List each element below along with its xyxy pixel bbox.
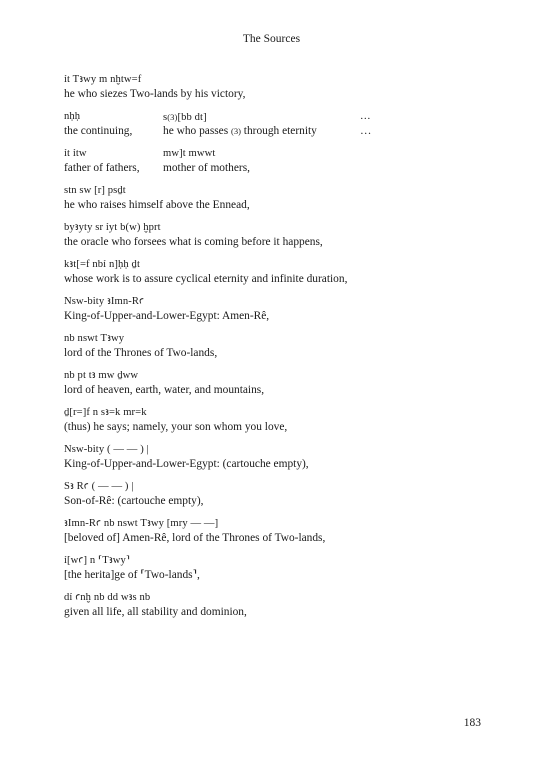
- translation-line: King-of-Upper-and-Lower-Egypt: Amen-Rê,: [64, 310, 270, 322]
- translation-col: father of fathers,: [64, 162, 140, 174]
- transliteration-line: byꜣyty sr ỉyt b(w) ḫprt: [64, 222, 161, 233]
- entry: [64, 258, 384, 286]
- translation-col: he who passes (3) through eternity: [163, 125, 317, 137]
- entry: [64, 295, 384, 323]
- line-marker: (3): [231, 126, 241, 136]
- transliteration-line: ỉ[wꜥ] n ⸢Tꜣwy⸣: [64, 555, 131, 566]
- transliteration-line: Sꜣ Rꜥ ( — — ) |: [64, 481, 134, 492]
- transliteration-line: stn sw [r] psḏt: [64, 185, 126, 196]
- translation-line: given all life, all stability and dominion,: [64, 606, 247, 618]
- entry: [64, 406, 384, 434]
- translation-col: mother of mothers,: [163, 162, 250, 174]
- entry: [64, 110, 384, 138]
- entry: [64, 591, 384, 619]
- entry: [64, 147, 384, 175]
- translation-line: King-of-Upper-and-Lower-Egypt: (cartouche empty),: [64, 458, 309, 470]
- transliteration-col: s(3)[bb dt]: [163, 112, 207, 123]
- translation-line: [beloved of] Amen-Rê, lord of the Thrones of Two-lands,: [64, 532, 326, 544]
- transliteration-line: [64, 110, 384, 124]
- transliteration-line: [64, 147, 384, 161]
- translation-line: [64, 161, 384, 175]
- translation-line: the oracle who forsees what is coming before it happens,: [64, 236, 323, 248]
- line-marker: (3): [167, 112, 178, 122]
- translation-line: (thus) he says; namely, your son whom you love,: [64, 421, 288, 433]
- page-number: 183: [463, 717, 481, 729]
- transliteration-line: ỉt Tꜣwy m nḫtw=f: [64, 74, 142, 85]
- entry: [64, 221, 384, 249]
- transliteration-line: Nsw-bity ( — — ) |: [64, 444, 149, 455]
- entry: [64, 443, 384, 471]
- translation-col: …: [360, 125, 372, 137]
- transliteration-line: ꜣImn-Rꜥ nb nswt Tꜣwy [mry — —]: [64, 518, 219, 529]
- entry: [64, 554, 384, 582]
- transliteration-col: ỉt ỉtw: [64, 148, 87, 159]
- body-text: [64, 73, 384, 628]
- transliteration-line: kꜣt[=f nbỉ n]ḥḥ ḏt: [64, 259, 140, 270]
- entry: [64, 517, 384, 545]
- transliteration-col: mw]t mwwt: [163, 148, 216, 159]
- entry: [64, 480, 384, 508]
- translation-line: he who raises himself above the Ennead,: [64, 199, 250, 211]
- entry: [64, 369, 384, 397]
- transliteration-col: …: [360, 111, 371, 122]
- translation-line: he who siezes Two-lands by his victory,: [64, 88, 246, 100]
- entry: [64, 73, 384, 101]
- translation-line: [the herita]ge of ⸢Two-lands⸣,: [64, 569, 200, 581]
- transliteration-line: Nsw-bity ꜣImn-Rꜥ: [64, 296, 145, 307]
- entry: [64, 332, 384, 360]
- transliteration-line: dỉ ꜥnḫ nb dd wꜣs nb: [64, 592, 151, 603]
- transliteration-line: nb nswt Tꜣwy: [64, 333, 125, 344]
- translation-line: whose work is to assure cyclical eternity and infinite duration,: [64, 273, 348, 285]
- transliteration-line: nb pt tꜣ mw ḏww: [64, 370, 139, 381]
- translation-line: lord of the Thrones of Two-lands,: [64, 347, 218, 359]
- transliteration-line: ḏ[r=]f n sꜣ=k mr=k: [64, 407, 147, 418]
- transliteration-col: nḥḥ: [64, 111, 81, 122]
- running-head: The Sources: [242, 33, 301, 45]
- translation-line: Son-of-Rê: (cartouche empty),: [64, 495, 204, 507]
- translation-line: lord of heaven, earth, water, and mountains,: [64, 384, 265, 396]
- translation-line: [64, 124, 384, 138]
- translation-col: the continuing,: [64, 125, 133, 137]
- entry: [64, 184, 384, 212]
